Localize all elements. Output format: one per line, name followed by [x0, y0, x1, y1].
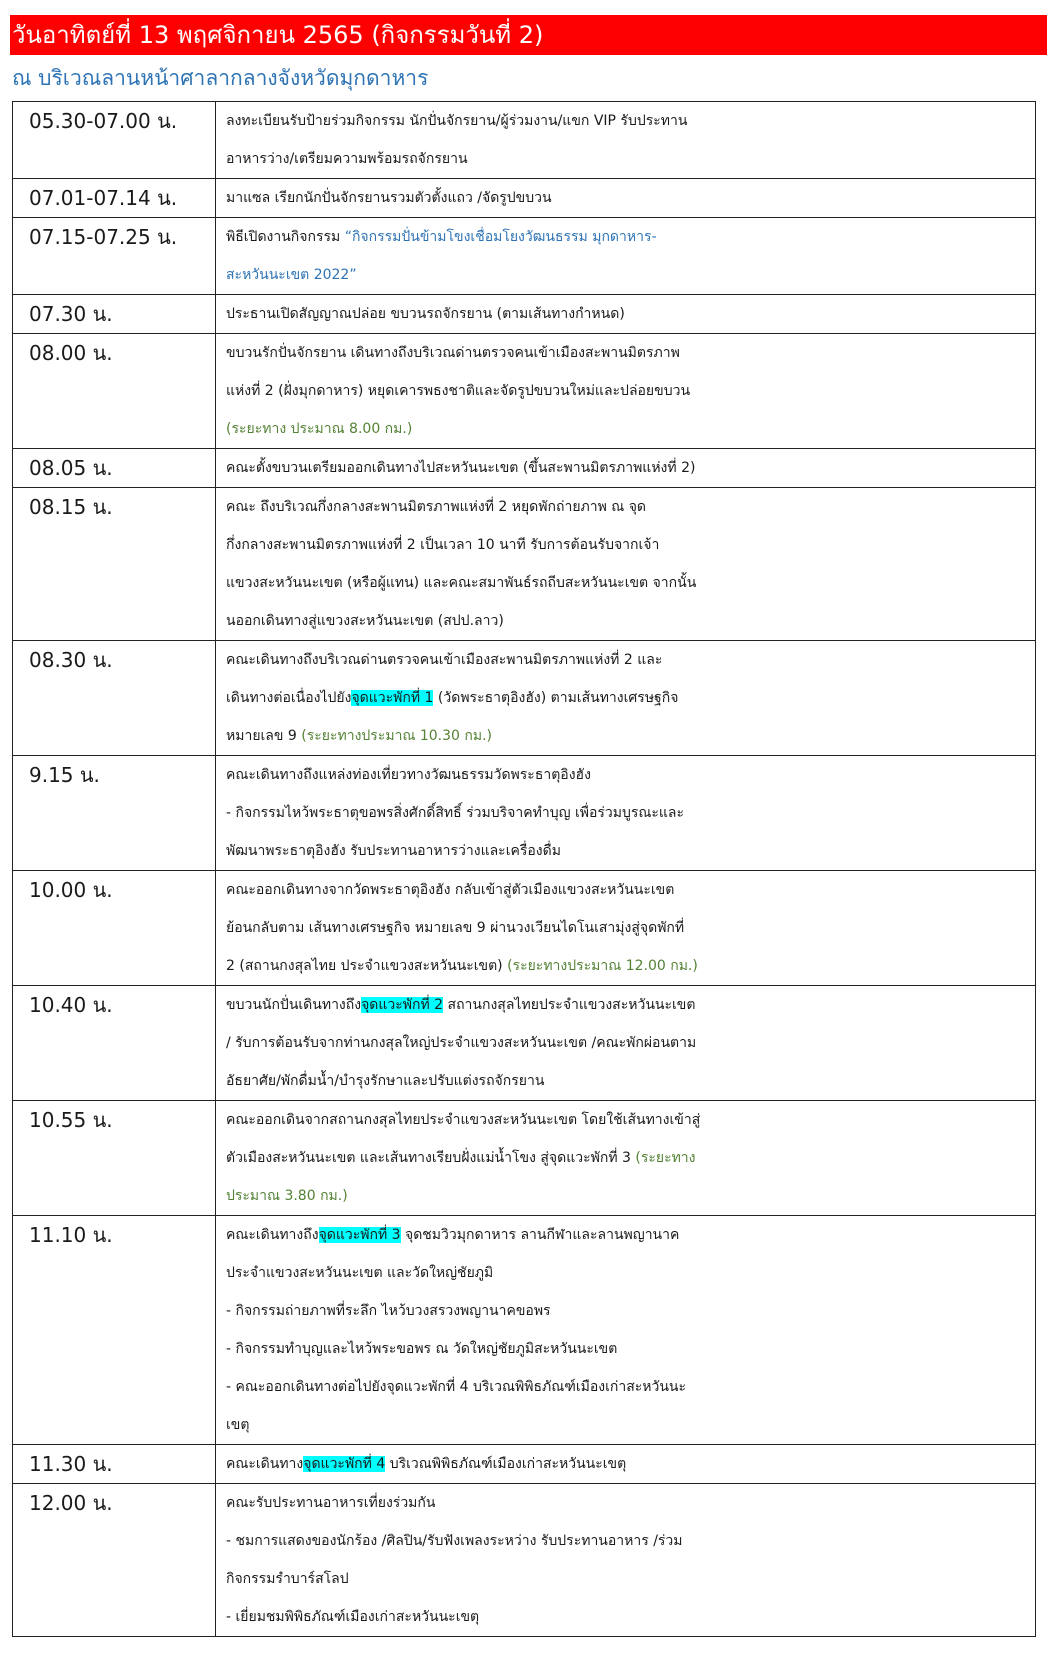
- distance-note: ประมาณ 3.80 กม.): [226, 1188, 348, 1204]
- event-name-quote: สะหวันนะเขต 2022”: [226, 267, 357, 283]
- description-line: [226, 1522, 1031, 1560]
- distance-note: (ระยะทางประมาณ 12.00 กม.): [507, 958, 698, 974]
- description-text: คณะตั้งขบวนเตรียมออกเดินทางไปสะหวันนะเขต (ขึ้นสะพานมิตรภาพแห่งที่ 2): [226, 460, 696, 476]
- description-line: [226, 1139, 1031, 1177]
- schedule-description: [216, 334, 1036, 449]
- description-text: ลงทะเบียนรับป้ายร่วมกิจกรรม นักปั่นจักรยาน/ผู้ร่วมงาน/แขก VIP รับประทาน: [226, 113, 688, 129]
- schedule-description: [216, 295, 1036, 334]
- description-text: 2 (สถานกงสุลไทย ประจำแขวงสะหวันนะเขต): [226, 958, 508, 974]
- schedule-description: [216, 641, 1036, 756]
- description-text: คณะเดินทางถึงบริเวณด่านตรวจคนเข้าเมืองสะพานมิตรภาพแห่งที่ 2 และ: [226, 652, 663, 668]
- description-text: กิจกรรมรำบาร์สโลป: [226, 1571, 349, 1587]
- rest-stop-highlight: จุดแวะพักที่ 1: [351, 690, 434, 706]
- description-line: [226, 1330, 1031, 1368]
- description-text: - กิจกรรมทำบุญและไหว้พระขอพร ณ วัดใหญ่ชัยภูมิสะหวันนะเขต: [226, 1341, 618, 1357]
- description-line: [226, 756, 1031, 794]
- schedule-time: 08.15 น.: [13, 488, 216, 641]
- schedule-description: [216, 986, 1036, 1101]
- description-line: [226, 1560, 1031, 1598]
- page-title: วันอาทิตย์ที่ 13 พฤศจิกายน 2565 (กิจกรรมวันที่ 2): [12, 21, 544, 49]
- description-line: [226, 295, 1031, 333]
- distance-note: (ระยะทาง ประมาณ 8.00 กม.): [226, 421, 413, 437]
- description-text: พัฒนาพระธาตุอิงฮัง รับประทานอาหารว่างและเครื่องดื่ม: [226, 843, 561, 859]
- description-line: [226, 717, 1031, 755]
- schedule-description: [216, 756, 1036, 871]
- schedule-time: 07.30 น.: [13, 295, 216, 334]
- schedule-description: [216, 1216, 1036, 1445]
- schedule-row: [13, 1445, 1036, 1484]
- description-line: [226, 526, 1031, 564]
- description-text: อัธยาศัย/พักดื่มน้ำ/บำรุงรักษาและปรับแต่งรถจักรยาน: [226, 1073, 545, 1089]
- description-text: / รับการต้อนรับจากท่านกงสุลใหญ่ประจำแขวงสะหวันนะเขต /คณะพักผ่อนตาม: [226, 1035, 697, 1051]
- description-text: ประธานเปิดสัญญาณปล่อย ขบวนรถจักรยาน (ตามเส้นทางกำหนด): [226, 306, 625, 322]
- schedule-row: [13, 1216, 1036, 1445]
- schedule-time: 08.30 น.: [13, 641, 216, 756]
- description-text: จุดชมวิวมุกดาหาร ลานกีฬาและลานพญานาค: [400, 1227, 680, 1243]
- schedule-row: [13, 449, 1036, 488]
- description-text: ขบวนรักปั่นจักรยาน เดินทางถึงบริเวณด่านตรวจคนเข้าเมืองสะพานมิตรภาพ: [226, 345, 680, 361]
- schedule-time: 08.00 น.: [13, 334, 216, 449]
- description-text: มาแซล เรียกนักปั่นจักรยานรวมตัวตั้งแถว /จัดรูปขบวน: [226, 190, 552, 206]
- rest-stop-highlight: จุดแวะพักที่ 3: [318, 1227, 401, 1243]
- description-line: [226, 1368, 1031, 1406]
- schedule-row: [13, 295, 1036, 334]
- schedule-row: [13, 756, 1036, 871]
- description-text: แขวงสะหวันนะเขต (หรือผู้แทน) และคณะสมาพันธ์รถถีบสะหวันนะเขต จากนั้น: [226, 575, 697, 591]
- description-text: คณะออกเดินจากสถานกงสุลไทยประจำแขวงสะหวันนะเขต โดยใช้เส้นทางเข้าสู่: [226, 1112, 701, 1128]
- schedule-time: 08.05 น.: [13, 449, 216, 488]
- schedule-time: 05.30-07.00 น.: [13, 102, 216, 179]
- schedule-description: [216, 488, 1036, 641]
- description-text: พิธีเปิดงานกิจกรรม: [226, 229, 345, 245]
- description-text: คณะเดินทางถึง: [226, 1227, 319, 1243]
- schedule-description: [216, 218, 1036, 295]
- description-line: [226, 372, 1031, 410]
- description-text: คณะเดินทาง: [226, 1456, 304, 1472]
- description-line: [226, 449, 1031, 487]
- description-line: [226, 1216, 1031, 1254]
- description-text: คณะเดินทางถึงแหล่งท่องเที่ยวทางวัฒนธรรมวัดพระธาตุอิงฮัง: [226, 767, 591, 783]
- description-line: [226, 1024, 1031, 1062]
- description-line: [226, 1598, 1031, 1636]
- description-text: เขตุ: [226, 1417, 250, 1433]
- description-line: [226, 1254, 1031, 1292]
- description-text: กึ่งกลางสะพานมิตรภาพแห่งที่ 2 เป็นเวลา 10 นาที รับการต้อนรับจากเจ้า: [226, 537, 660, 553]
- page-title-banner: [10, 15, 1047, 55]
- schedule-row: [13, 1101, 1036, 1216]
- schedule-row: [13, 641, 1036, 756]
- description-text: สถานกงสุลไทยประจำแขวงสะหวันนะเขต: [443, 997, 696, 1013]
- description-line: [226, 1484, 1031, 1522]
- description-text: นออกเดินทางสู่แขวงสะหวันนะเขต (สปป.ลาว): [226, 613, 504, 629]
- description-text: - กิจกรรมไหว้พระธาตุขอพรสิ่งศักดิ์สิทธิ์ ร่วมบริจาคทำบุญ เพื่อร่วมบูรณะและ: [226, 805, 685, 821]
- description-text: คณะ ถึงบริเวณกึ่งกลางสะพานมิตรภาพแห่งที่ 2 หยุดพักถ่ายภาพ ณ จุด: [226, 499, 647, 515]
- description-line: [226, 218, 1031, 256]
- description-text: อาหารว่าง/เตรียมความพร้อมรถจักรยาน: [226, 151, 468, 167]
- event-name-quote: “กิจกรรมปั่นข้ามโขงเชื่อมโยงวัฒนธรรม มุกดาหาร-: [344, 229, 657, 245]
- schedule-row: [13, 334, 1036, 449]
- schedule-description: [216, 179, 1036, 218]
- schedule-row: [13, 1484, 1036, 1637]
- schedule-time: 11.30 น.: [13, 1445, 216, 1484]
- description-text: บริเวณพิพิธภัณฑ์เมืองเก่าสะหวันนะเขตุ: [385, 1456, 627, 1472]
- description-line: [226, 1101, 1031, 1139]
- location-subtitle: ณ บริเวณลานหน้าศาลากลางจังหวัดมุกดาหาร: [12, 66, 429, 90]
- schedule-row: [13, 986, 1036, 1101]
- description-text: - ชมการแสดงของนักร้อง /ศิลปิน/รับฟังเพลงระหว่าง รับประทานอาหาร /ร่วม: [226, 1533, 683, 1549]
- schedule-time: 10.55 น.: [13, 1101, 216, 1216]
- description-line: [226, 832, 1031, 870]
- distance-note: (ระยะทาง: [635, 1150, 696, 1166]
- description-text: - คณะออกเดินทางต่อไปยังจุดแวะพักที่ 4 บริเวณพิพิธภัณฑ์เมืองเก่าสะหวันนะ: [226, 1379, 687, 1395]
- schedule-description: [216, 871, 1036, 986]
- description-line: [226, 986, 1031, 1024]
- schedule-time: 07.01-07.14 น.: [13, 179, 216, 218]
- description-line: [226, 1177, 1031, 1215]
- schedule-body: [13, 102, 1036, 1637]
- description-line: [226, 871, 1031, 909]
- description-line: [226, 1406, 1031, 1444]
- description-text: ประจำแขวงสะหวันนะเขต และวัดใหญ่ชัยภูมิ: [226, 1265, 494, 1281]
- schedule-time: 12.00 น.: [13, 1484, 216, 1637]
- description-text: ตัวเมืองสะหวันนะเขต และเส้นทางเรียบฝั่งแม่น้ำโขง สู่จุดแวะพักที่ 3: [226, 1150, 636, 1166]
- description-line: [226, 256, 1031, 294]
- schedule-row: [13, 102, 1036, 179]
- description-text: - กิจกรรมถ่ายภาพที่ระลึก ไหว้บวงสรวงพญานาคขอพร: [226, 1303, 551, 1319]
- schedule-time: 9.15 น.: [13, 756, 216, 871]
- description-line: [226, 564, 1031, 602]
- description-line: [226, 1292, 1031, 1330]
- description-line: [226, 909, 1031, 947]
- schedule-time: 11.10 น.: [13, 1216, 216, 1445]
- description-line: [226, 102, 1031, 140]
- description-line: [226, 179, 1031, 217]
- distance-note: (ระยะทางประมาณ 10.30 กม.): [301, 728, 493, 744]
- description-text: หมายเลข 9: [226, 728, 302, 744]
- schedule-time: 10.00 น.: [13, 871, 216, 986]
- schedule-description: [216, 449, 1036, 488]
- description-text: คณะออกเดินทางจากวัดพระธาตุอิงฮัง กลับเข้าสู่ตัวเมืองแขวงสะหวันนะเขต: [226, 882, 675, 898]
- description-text: - เยี่ยมชมพิพิธภัณฑ์เมืองเก่าสะหวันนะเขตุ: [226, 1609, 480, 1625]
- description-line: [226, 679, 1031, 717]
- schedule-row: [13, 871, 1036, 986]
- description-line: [226, 602, 1031, 640]
- schedule-description: [216, 1484, 1036, 1637]
- description-line: [226, 410, 1031, 448]
- description-line: [226, 641, 1031, 679]
- description-text: ขบวนนักปั่นเดินทางถึง: [226, 997, 362, 1013]
- description-line: [226, 1062, 1031, 1100]
- schedule-description: [216, 1445, 1036, 1484]
- description-text: (วัดพระธาตุอิงฮัง) ตามเส้นทางเศรษฐกิจ: [433, 690, 679, 706]
- description-text: คณะรับประทานอาหารเที่ยงร่วมกัน: [226, 1495, 436, 1511]
- description-line: [226, 794, 1031, 832]
- schedule-time: 07.15-07.25 น.: [13, 218, 216, 295]
- schedule-time: 10.40 น.: [13, 986, 216, 1101]
- description-line: [226, 334, 1031, 372]
- description-line: [226, 947, 1031, 985]
- description-line: [226, 488, 1031, 526]
- schedule-row: [13, 218, 1036, 295]
- description-line: [226, 140, 1031, 178]
- rest-stop-highlight: จุดแวะพักที่ 4: [303, 1456, 386, 1472]
- schedule-description: [216, 102, 1036, 179]
- schedule-row: [13, 179, 1036, 218]
- rest-stop-highlight: จุดแวะพักที่ 2: [361, 997, 444, 1013]
- schedule-description: [216, 1101, 1036, 1216]
- schedule-row: [13, 488, 1036, 641]
- description-text: เดินทางต่อเนื่องไปยัง: [226, 690, 352, 706]
- description-text: ย้อนกลับตาม เส้นทางเศรษฐกิจ หมายเลข 9 ผ่านวงเวียนไดโนเสามุ่งสู่จุดพักที่: [226, 920, 685, 936]
- schedule-table: [12, 101, 1036, 1637]
- description-text: แห่งที่ 2 (ฝั่งมุกดาหาร) หยุดเคารพธงชาติและจัดรูปขบวนใหม่และปล่อยขบวน: [226, 383, 691, 399]
- description-line: [226, 1445, 1031, 1483]
